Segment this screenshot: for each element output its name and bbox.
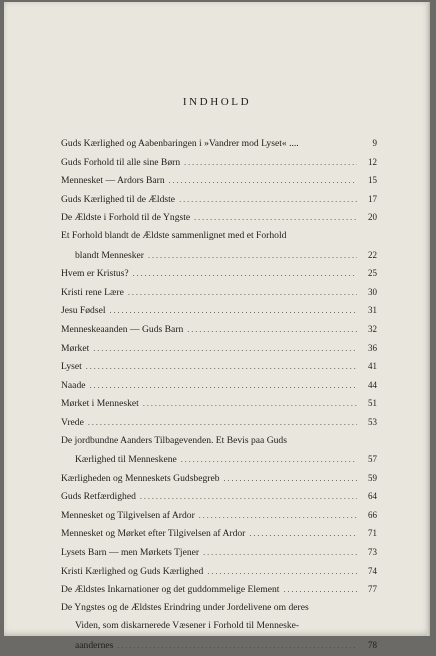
toc-page-number: 31 <box>368 305 377 316</box>
dot-leader <box>199 507 357 526</box>
toc-entry-title: De Ældstes Inkarnationer og det guddommelige Element <box>61 584 280 596</box>
toc-entry-title: Menneskeaanden — Guds Barn <box>61 323 184 335</box>
dot-leader <box>93 340 357 359</box>
toc-entry-title: Kærligheden og Menneskets Gudsbegreb <box>61 472 220 484</box>
dot-leader <box>283 581 357 600</box>
toc-entry <box>61 301 377 320</box>
toc-entry-title: Naade <box>61 379 86 391</box>
toc-entry-title: Mørket <box>61 342 90 354</box>
toc-entry <box>61 506 377 525</box>
toc-entry-title: Kristi Kærlighed og Guds Kærlighed <box>61 565 204 577</box>
dot-leader <box>133 265 357 284</box>
toc-entry-title: Lyset <box>61 361 82 373</box>
toc-entry-title: Vrede <box>61 416 84 428</box>
dot-leader <box>194 209 357 228</box>
toc-page-number: 32 <box>368 323 377 334</box>
dot-leader <box>179 191 357 210</box>
toc-page-number: 20 <box>368 212 377 223</box>
toc-entry-title: Mennesket og Mørket efter Tilgivelsen af Ardor <box>61 528 246 540</box>
toc-entry <box>61 617 377 636</box>
toc-entry <box>61 208 377 227</box>
dot-leader <box>169 172 357 191</box>
toc-page-number: 17 <box>368 193 377 204</box>
toc-page-number: 64 <box>368 491 377 502</box>
dot-leader <box>90 377 358 396</box>
dot-leader <box>181 451 357 470</box>
toc-page-number: 15 <box>368 175 377 186</box>
toc-entry <box>61 357 377 376</box>
dot-leader <box>203 544 357 563</box>
toc-entry-title: De Yngstes og de Ældstes Erindring under Jordelivene om deres <box>61 601 309 613</box>
toc-entry-title: Jesu Fødsel <box>61 305 106 317</box>
toc-entry <box>61 320 377 339</box>
toc-entry-title: De Ældste i Forhold til de Yngste <box>61 212 191 224</box>
toc-page-number: 44 <box>368 379 377 390</box>
dot-leader <box>224 470 357 489</box>
toc-entry-title: blandt Mennesker <box>75 249 145 261</box>
toc-entry-title: Guds Retfærdighed <box>61 491 136 503</box>
toc-entry-title: Mennesket — Ardors Barn <box>61 175 165 187</box>
toc-entry <box>61 580 377 599</box>
toc-entry-title: Mørket i Mennesket <box>61 398 139 410</box>
toc-entry <box>61 394 377 413</box>
toc-page-number: 30 <box>368 286 377 297</box>
toc-page-number: 78 <box>368 640 377 651</box>
toc-entry <box>61 432 377 451</box>
toc-entry-title: Kærlighed til Menneskene <box>75 454 177 466</box>
dot-leader <box>110 302 357 321</box>
toc-entry-title: aandernes <box>75 640 114 652</box>
toc-page-number: 59 <box>368 472 377 483</box>
toc-page-number: 22 <box>368 249 377 260</box>
toc-entry-title: De jordbundne Aanders Tilbagevenden. Et Bevis paa Guds <box>61 434 287 446</box>
toc-entry <box>61 636 377 655</box>
toc-entry <box>61 283 377 302</box>
toc-entry-title: Kristi rene Lære <box>61 286 124 298</box>
toc-entry <box>61 264 377 283</box>
toc-page-number: 25 <box>368 268 377 279</box>
toc-entry <box>61 339 377 358</box>
toc-entry-title: Hvem er Kristus? <box>61 268 129 280</box>
toc-entry <box>61 190 377 209</box>
toc-entry <box>61 450 377 469</box>
dot-leader <box>184 154 357 173</box>
toc-entry <box>61 487 377 506</box>
toc-page-number: 77 <box>368 584 377 595</box>
toc-page-number: 71 <box>368 528 377 539</box>
toc-entry <box>61 171 377 190</box>
table-of-contents <box>61 134 377 655</box>
toc-page-number: 36 <box>368 342 377 353</box>
toc-page-number: 66 <box>368 509 377 520</box>
dot-leader <box>128 284 357 303</box>
toc-entry <box>61 524 377 543</box>
toc-entry <box>61 227 377 246</box>
dot-leader <box>140 488 357 507</box>
toc-page-number: 9 <box>372 138 377 148</box>
toc-entry <box>61 376 377 395</box>
dot-leader <box>143 395 357 414</box>
dot-leader <box>187 321 357 340</box>
toc-entry <box>61 134 377 153</box>
toc-page-number: 74 <box>368 565 377 576</box>
dot-leader <box>249 525 357 544</box>
toc-entry <box>61 599 377 618</box>
toc-page-number: 41 <box>368 361 377 372</box>
dot-leader <box>207 563 357 582</box>
toc-entry-title: Lysets Barn — men Mørkets Tjener <box>61 547 200 559</box>
toc-entry <box>61 413 377 432</box>
toc-page-number: 73 <box>368 547 377 558</box>
dot-leader <box>86 358 357 377</box>
toc-entry-title: Guds Kærlighed og Aabenbaringen i »Vandrer mod Lyset« .... <box>61 138 299 149</box>
toc-entry <box>61 246 377 265</box>
toc-entry <box>61 543 377 562</box>
book-page <box>4 2 430 652</box>
toc-page-number: 12 <box>368 156 377 167</box>
dot-leader <box>148 247 357 266</box>
toc-entry-title: Viden, som diskarnerede Væsener i Forhold til Menneske- <box>75 620 300 632</box>
dot-leader <box>88 414 357 433</box>
toc-entry <box>61 562 377 581</box>
toc-entry-title: Guds Kærlighed til de Ældste <box>61 193 176 205</box>
page-heading: INDHOLD <box>182 96 252 108</box>
toc-page-number: 57 <box>368 454 377 465</box>
toc-page-number: 51 <box>368 398 377 409</box>
toc-entry <box>61 153 377 172</box>
toc-page-number: 53 <box>368 416 377 427</box>
toc-entry-title: Guds Forhold til alle sine Børn <box>61 156 181 168</box>
toc-entry <box>61 469 377 488</box>
toc-entry-title: Mennesket og Tilgivelsen af Ardor <box>61 509 195 521</box>
toc-entry-title: Et Forhold blandt de Ældste sammenlignet med et Forhold <box>61 229 287 241</box>
